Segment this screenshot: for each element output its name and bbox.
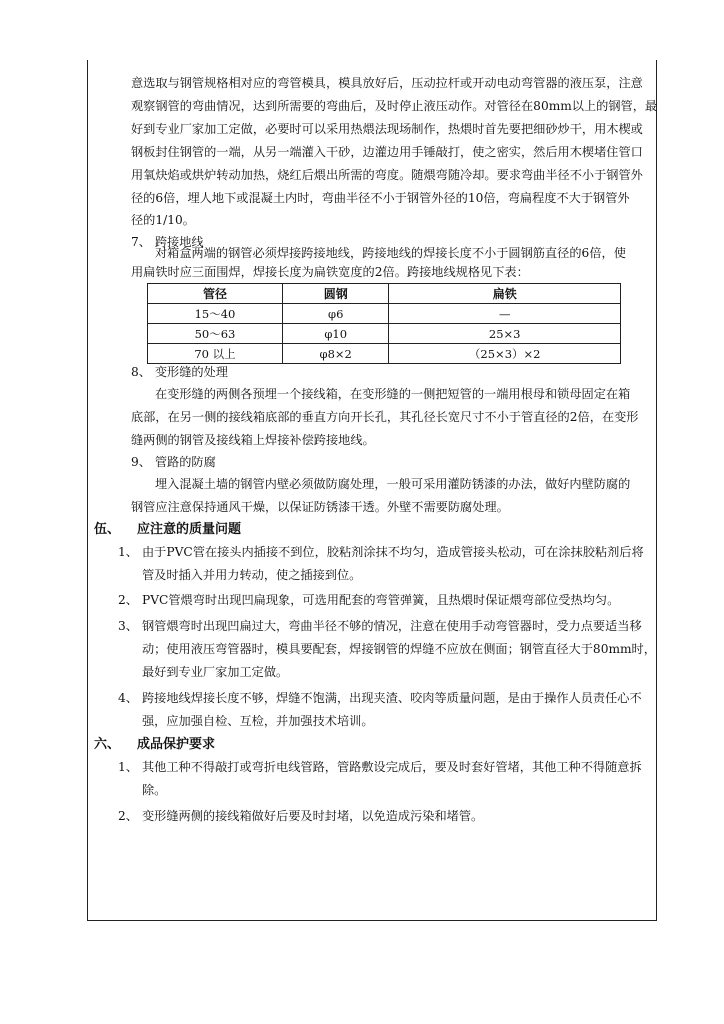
text-line: 最好到专业厂家加工定做。 [142,665,289,679]
table-row [148,324,621,344]
text-line: 埋入混凝土墙的钢管内壁必须做防腐处理，一般可采用灌防锈漆的办法，做好内壁防腐的 [155,477,631,491]
subheading-7: 7、 跨接地线 [131,235,204,249]
item-number: 1、 [118,760,138,774]
text-line: 由于PVC管在接头内插接不到位，胶粘剂涂抹不均匀，造成管接头松动，可在涂抹胶粘剂后将 [142,545,644,559]
text-line: 径的1/10。 [131,213,195,227]
text-line: 钢管煨弯时出现凹扁过大，弯曲半径不够的情况，注意在使用手动弯管器时，受力点要适当移 [142,619,642,633]
text-line: 底部，在另一侧的接线箱底部的垂直方向开长孔，其孔径长宽尺寸不小于管直径的2倍，在变形 [131,410,639,424]
subheading-9: 9、 管路的防腐 [131,455,216,469]
text-line: 动；使用液压弯管器时，模具要配套，焊接钢管的焊缝不应放在侧面；钢管直径大于80mm时， [142,642,656,656]
section-5-title: 应注意的质量问题 [137,522,242,537]
item-number: 2、 [118,809,138,823]
table-cell: — [389,304,621,324]
text-line: 意选取与钢管规格相对应的弯管模具，模具放好后，压动拉杆或开动电动弯管器的液压泵，注意 [131,76,643,90]
table-header-cell: 圆钢 [283,284,389,304]
table-cell: φ8×2 [283,344,389,364]
table-cell: 25×3 [389,324,621,344]
item-number: 1、 [118,545,138,559]
table-header-cell: 扁铁 [389,284,621,304]
table-header-row [148,284,621,304]
table-cell: 15～40 [148,304,283,324]
text-line: 除。 [142,783,167,797]
text-line: 管及时插入并用力转动，使之插接到位。 [142,568,362,582]
table-cell: （25×3）×2 [389,344,621,364]
text-line: 变形缝两侧的接线箱做好后要及时封堵，以免造成污染和堵管。 [142,809,484,823]
item-number: 3、 [118,619,138,633]
text-line: PVC管煨弯时出现凹扁现象，可选用配套的弯管弹簧，且热煨时保证煨弯部位受热均匀。 [142,593,620,607]
section-5-number: 伍、 [94,522,121,537]
table-header-cell: 管径 [148,284,283,304]
item-number: 2、 [118,593,138,607]
text-line: 在变形缝的两侧各预埋一个接线箱，在变形缝的一侧把短管的一端用根母和锁母固定在箱 [155,387,631,401]
section-6-number: 六、 [94,737,121,752]
text-line: 钢管应注意保持通风干燥，以保证防锈漆干透。外壁不需要防腐处理。 [131,500,509,514]
text-line: 好到专业厂家加工定做，必要时可以采用热煨法现场制作，热煨时首先要把细砂炒干，用木楔或 [131,122,643,136]
table-cell: φ6 [283,304,389,324]
table-cell: φ10 [283,324,389,344]
subheading-8: 8、 变形缝的处理 [131,365,228,379]
table-cell: 70 以上 [148,344,283,364]
text-line: 跨接地线焊接长度不够，焊缝不饱满，出现夹渣、咬肉等质量问题，是由于操作人员责任心不 [142,691,642,705]
text-line: 钢板封住钢管的一端，从另一端灌入干砂，边灌边用手锤敲打，使之密实，然后用木楔堵住管口 [131,145,643,159]
text-line: 缝两侧的钢管及接线箱上焊接补偿跨接地线。 [131,433,375,447]
table-cell: 50～63 [148,324,283,344]
text-line: 用氧炔焰或烘炉转动加热，烧红后煨出所需的弯度。随煨弯随冷却。要求弯曲半径不小于钢管外 [131,168,643,182]
text-line: 用扁铁时应三面围焊，焊接长度为扁铁宽度的2倍。跨接地线规格见下表： [131,265,529,279]
text-line: 强，应加强自检、互检，并加强技术培训。 [142,714,374,728]
text-line: 其他工种不得敲打或弯折电线管路，管路敷设完成后，要及时套好管堵，其他工种不得随意拆 [142,760,642,774]
text-line: 对箱盒两端的钢管必须焊接跨接地线，跨接地线的焊接长度不小于圆钢筋直径的6倍，使 [155,246,626,260]
text-line: 径的6倍，埋人地下或混凝土内时，弯曲半径不小于钢管外径的10倍，弯扁程度不大于钢管外 [131,191,630,205]
section-6-title: 成品保护要求 [137,737,216,752]
table-row [148,304,621,324]
grounding-spec-table [147,283,621,364]
text-line: 观察钢管的弯曲情况，达到所需要的弯曲后，及时停止液压动作。对管径在80mm以上的钢管，最 [131,99,658,113]
item-number: 4、 [118,691,138,705]
